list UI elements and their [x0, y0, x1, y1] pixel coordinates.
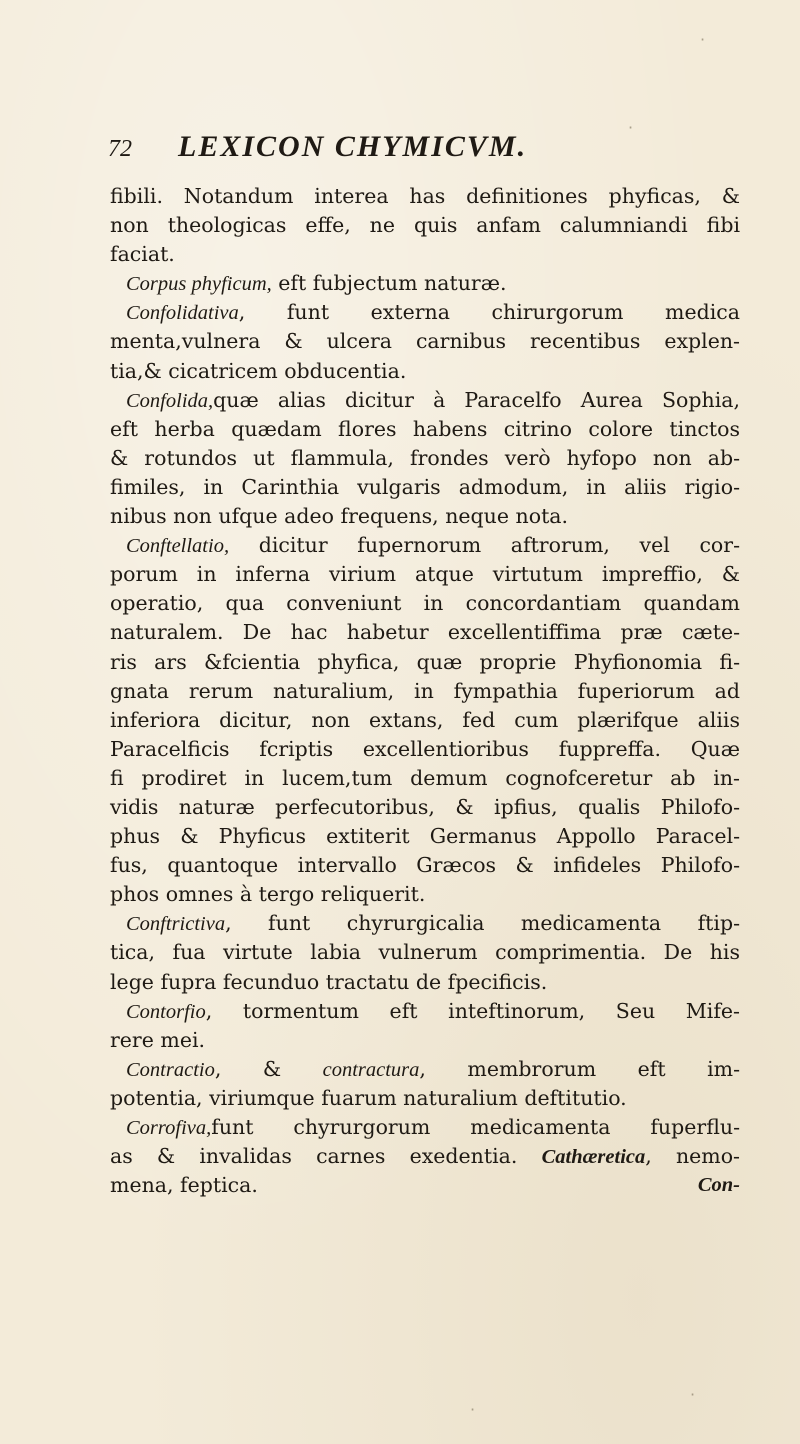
definition-text: operatio, qua conveniunt in concordantiam quandam: [110, 591, 740, 616]
lexicon-entry: [110, 1055, 740, 1113]
headword: Confolidativa: [126, 302, 239, 325]
headword: Cathæretica: [541, 1146, 646, 1169]
lexicon-entry: [110, 269, 740, 298]
definition-text: gnata rerum naturalium, in fympathia fuperiorum ad: [110, 678, 740, 703]
definition-text: porum in inferna virium atque virtutum impreffio, &: [110, 562, 740, 587]
definition-text: phus & Phyficus extiterit Germanus Appollo Paracel-: [110, 824, 740, 849]
lexicon-entry: [110, 386, 740, 531]
text-line: [110, 618, 740, 647]
text-line: [110, 735, 740, 764]
text-line: [110, 240, 740, 269]
text-line: [110, 648, 740, 677]
text-line: [110, 298, 740, 327]
text-line: [110, 1113, 740, 1142]
definition-text: funt chyrurgorum medicamenta fuperflu-: [211, 1115, 740, 1139]
text-line: [110, 938, 740, 967]
text-line: [110, 909, 740, 938]
scan-speck: ·: [690, 1385, 696, 1404]
headword: Confolida,: [126, 389, 214, 412]
headword: Contractio: [126, 1058, 215, 1081]
definition-text: nibus non ufque adeo frequens, neque nota.: [110, 504, 569, 529]
scan-speck: ·: [470, 1400, 476, 1419]
text-line: [110, 327, 740, 356]
scan-speck: ·: [700, 30, 706, 49]
definition-text: faciat.: [110, 242, 175, 267]
scan-speck: ·: [628, 118, 634, 137]
definition-text: lege fupra fecunduo tractatu de fpecificis.: [110, 969, 548, 994]
definition-text: eft herba quædam flores habens citrino colore tinctos: [110, 416, 740, 441]
text-line: [110, 677, 740, 706]
definition-text: phos omnes à tergo reliquerit.: [110, 882, 426, 907]
text-line: [110, 851, 740, 880]
lexicon-text: [110, 182, 740, 1200]
text-line: [110, 1084, 740, 1113]
lexicon-entry: [110, 531, 740, 909]
definition-text: inferiora dicitur, non extans, fed cum plærifque aliis: [110, 707, 740, 732]
text-line: [110, 415, 740, 444]
headword: Corrofiva,: [126, 1117, 212, 1139]
definition-text: Paracelficis fcriptis excellentioribus fuppreffa. Quæ: [110, 736, 740, 761]
definition-text: fimiles, in Carinthia vulgaris admodum, in aliis rigio-: [110, 474, 740, 499]
text-line: [110, 531, 740, 560]
text-line: [110, 502, 740, 531]
definition-text: mena, feptica.: [110, 1173, 258, 1198]
definition-text: menta,vulnera & ulcera carnibus recentibus explen-: [110, 329, 740, 354]
definition-text: fibili. Notandum interea has definitiones phyficas, &: [110, 184, 740, 208]
headword: contractura: [322, 1058, 420, 1081]
text-line: [110, 880, 740, 909]
text-line: [110, 1026, 740, 1055]
text-line: [110, 473, 740, 502]
text-line: [110, 822, 740, 851]
text-line: [110, 269, 740, 298]
text-line: [110, 182, 740, 211]
text-line: [110, 968, 740, 997]
definition-text: fus, quantoque intervallo Græcos & infideles Philofo-: [110, 853, 740, 878]
definition-text: ris ars &fcientia phyfica, quæ proprie Phyfionomia fi-: [110, 649, 740, 674]
text-line: [110, 1171, 740, 1200]
headword: Conftellatio,: [126, 535, 230, 558]
text-line: [110, 211, 740, 240]
definition-text: non theologicas effe, ne quis anfam calumniandi fibi: [110, 213, 740, 238]
definition-text: , nemo-: [645, 1144, 740, 1169]
headword: Contorfio: [126, 1000, 206, 1023]
page-header: [108, 130, 668, 174]
text-line: [110, 386, 740, 415]
text-line: [110, 444, 740, 473]
lexicon-entry: [110, 1113, 740, 1200]
headword: Conftrictiva: [126, 913, 226, 936]
definition-text: rere mei.: [110, 1027, 206, 1052]
catchword: Con-: [697, 1174, 740, 1197]
definition-text: fi prodiret in lucem,tum demum cognofceretur ab in-: [110, 765, 740, 790]
lexicon-entry: [110, 909, 740, 996]
definition-text: , &: [214, 1056, 323, 1081]
definition-text: vidis naturæ perfecutoribus, & ipfius, qualis Philofo-: [110, 794, 740, 819]
text-line: [110, 764, 740, 793]
lexicon-entry: [110, 997, 740, 1055]
running-title: LEXICON CHYMICVM.: [178, 130, 528, 163]
definition-text: , funt externa chirurgorum medica: [238, 300, 740, 325]
lexicon-entry: [110, 298, 740, 385]
definition-text: potentia, viriumque fuarum naturalium deftitutio.: [110, 1085, 627, 1110]
definition-text: as & invalidas carnes exedentia.: [110, 1144, 542, 1169]
definition-text: tia,& cicatricem obducentia.: [110, 358, 407, 383]
definition-text: , funt chyrurgicalia medicamenta ftip-: [225, 911, 740, 936]
text-line: [110, 997, 740, 1026]
definition-text: naturalem. De hac habetur excellentiffima præ cæte-: [110, 620, 740, 645]
text-line: [110, 1055, 740, 1084]
text-line: [110, 1142, 740, 1171]
lexicon-entry: [110, 182, 740, 269]
headword: Corpus phyficum,: [126, 273, 272, 296]
definition-text: , tormentum eft inteftinorum, Seu Mife-: [205, 998, 740, 1023]
text-line: [110, 706, 740, 735]
definition-text: & rotundos ut flammula, frondes verò hyfopo non ab-: [110, 445, 740, 470]
page-number: 72: [108, 136, 132, 162]
text-line: [110, 357, 740, 386]
definition-text: eft fubjectum naturæ.: [271, 271, 507, 296]
text-line: [110, 793, 740, 822]
text-line: [110, 560, 740, 589]
definition-text: , membrorum eft im-: [419, 1056, 741, 1081]
text-line: [110, 589, 740, 618]
definition-text: tica, fua virtute labia vulnerum comprimentia. De his: [110, 940, 740, 965]
definition-text: dicitur fupernorum aftrorum, vel cor-: [229, 533, 740, 558]
definition-text: quæ alias dicitur à Paracelfo Aurea Sophia,: [213, 387, 740, 412]
